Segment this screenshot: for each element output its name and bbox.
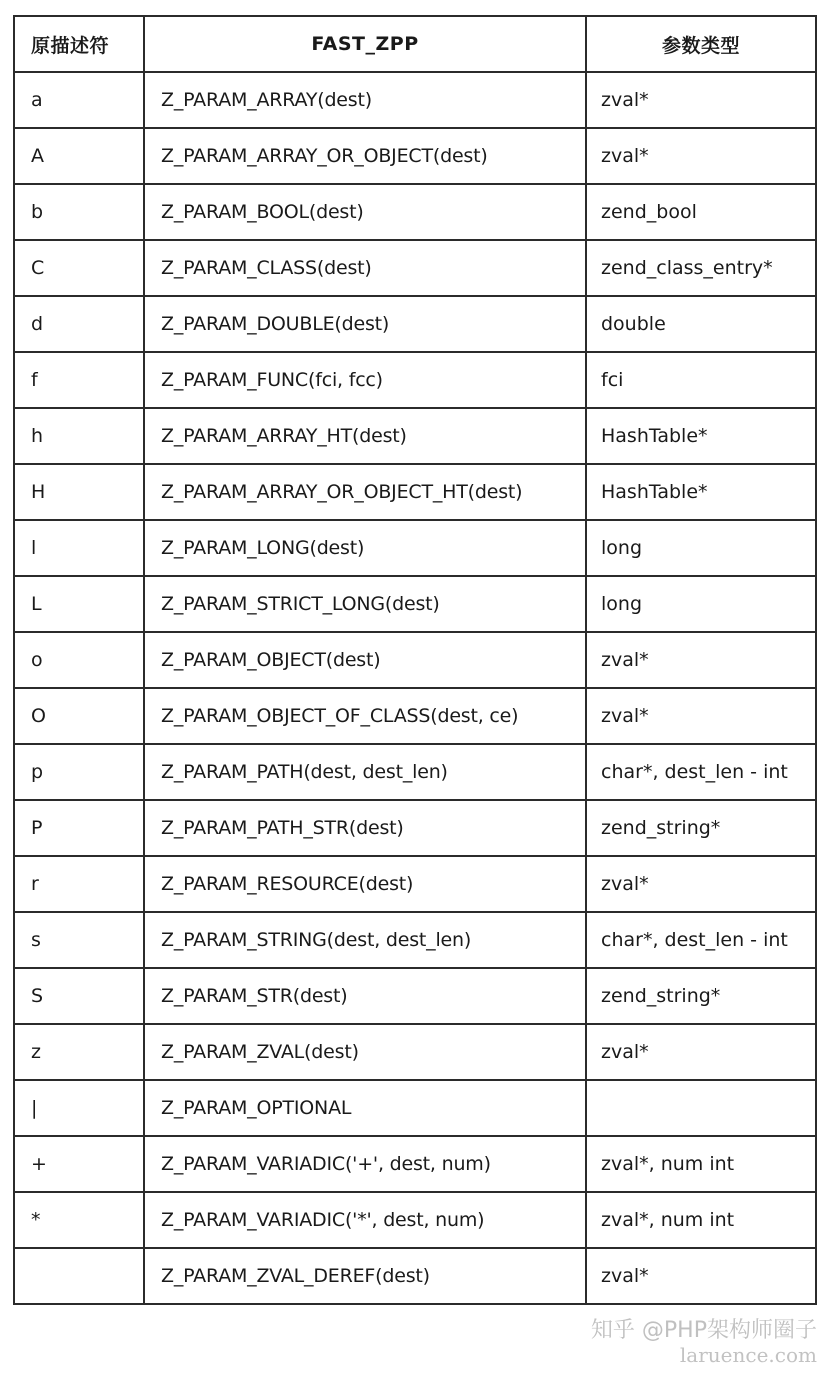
cell-macro: Z_PARAM_ARRAY_OR_OBJECT_HT(dest) — [144, 464, 586, 520]
cell-type: char*, dest_len - int — [586, 744, 816, 800]
cell-spec: d — [14, 296, 144, 352]
table-row — [14, 240, 816, 296]
cell-type: zval* — [586, 1248, 816, 1304]
cell-spec: C — [14, 240, 144, 296]
watermark — [591, 1318, 817, 1366]
table-header — [14, 16, 816, 72]
table-row — [14, 1136, 816, 1192]
cell-spec: h — [14, 408, 144, 464]
cell-spec: S — [14, 968, 144, 1024]
header-param-type: 参数类型 — [586, 16, 816, 72]
cell-type: zval*, num int — [586, 1136, 816, 1192]
table-row — [14, 520, 816, 576]
cell-macro: Z_PARAM_DOUBLE(dest) — [144, 296, 586, 352]
cell-spec: a — [14, 72, 144, 128]
table-row — [14, 184, 816, 240]
cell-macro: Z_PARAM_VARIADIC('+', dest, num) — [144, 1136, 586, 1192]
cell-spec — [14, 1248, 144, 1304]
table-row — [14, 912, 816, 968]
cell-macro: Z_PARAM_ZVAL(dest) — [144, 1024, 586, 1080]
table-row — [14, 464, 816, 520]
cell-type: zend_string* — [586, 968, 816, 1024]
cell-spec: p — [14, 744, 144, 800]
table-row — [14, 1080, 816, 1136]
table-row — [14, 1248, 816, 1304]
cell-type: fci — [586, 352, 816, 408]
cell-spec: z — [14, 1024, 144, 1080]
table-row — [14, 632, 816, 688]
table-row — [14, 1024, 816, 1080]
cell-type: zval* — [586, 632, 816, 688]
cell-macro: Z_PARAM_ARRAY(dest) — [144, 72, 586, 128]
table-row — [14, 296, 816, 352]
cell-spec: A — [14, 128, 144, 184]
watermark-zhihu: 知乎 @PHP架构师圈子 — [590, 1318, 817, 1343]
cell-type: double — [586, 296, 816, 352]
cell-macro: Z_PARAM_CLASS(dest) — [144, 240, 586, 296]
cell-macro: Z_PARAM_PATH(dest, dest_len) — [144, 744, 586, 800]
cell-macro: Z_PARAM_OPTIONAL — [144, 1080, 586, 1136]
cell-type: zend_class_entry* — [586, 240, 816, 296]
cell-macro: Z_PARAM_ARRAY_HT(dest) — [144, 408, 586, 464]
cell-spec: + — [14, 1136, 144, 1192]
zpp-mapping-table — [13, 15, 817, 1305]
table-row — [14, 1192, 816, 1248]
cell-spec: b — [14, 184, 144, 240]
table-row — [14, 688, 816, 744]
cell-macro: Z_PARAM_BOOL(dest) — [144, 184, 586, 240]
cell-spec: o — [14, 632, 144, 688]
cell-spec: f — [14, 352, 144, 408]
cell-type: zval* — [586, 688, 816, 744]
cell-type: long — [586, 576, 816, 632]
cell-spec: O — [14, 688, 144, 744]
cell-spec: r — [14, 856, 144, 912]
table-row — [14, 72, 816, 128]
cell-type: zval* — [586, 72, 816, 128]
table-row — [14, 128, 816, 184]
table-row — [14, 408, 816, 464]
cell-spec: s — [14, 912, 144, 968]
cell-macro: Z_PARAM_PATH_STR(dest) — [144, 800, 586, 856]
header-fast-zpp: FAST_ZPP — [144, 16, 586, 72]
cell-macro: Z_PARAM_STRING(dest, dest_len) — [144, 912, 586, 968]
cell-type: zend_string* — [586, 800, 816, 856]
cell-macro: Z_PARAM_VARIADIC('*', dest, num) — [144, 1192, 586, 1248]
table-row — [14, 744, 816, 800]
header-row — [14, 16, 816, 72]
cell-macro: Z_PARAM_ARRAY_OR_OBJECT(dest) — [144, 128, 586, 184]
table-row — [14, 968, 816, 1024]
cell-type: char*, dest_len - int — [586, 912, 816, 968]
cell-macro: Z_PARAM_OBJECT_OF_CLASS(dest, ce) — [144, 688, 586, 744]
table-row — [14, 856, 816, 912]
cell-macro: Z_PARAM_ZVAL_DEREF(dest) — [144, 1248, 586, 1304]
cell-type: zval* — [586, 128, 816, 184]
cell-type: zval* — [586, 1024, 816, 1080]
cell-macro: Z_PARAM_FUNC(fci, fcc) — [144, 352, 586, 408]
cell-macro: Z_PARAM_RESOURCE(dest) — [144, 856, 586, 912]
header-original-spec: 原描述符 — [14, 16, 144, 72]
cell-type: HashTable* — [586, 464, 816, 520]
cell-type: HashTable* — [586, 408, 816, 464]
cell-spec: L — [14, 576, 144, 632]
cell-macro: Z_PARAM_STR(dest) — [144, 968, 586, 1024]
table-row — [14, 352, 816, 408]
cell-type: zval* — [586, 856, 816, 912]
cell-type — [586, 1080, 816, 1136]
table-row — [14, 800, 816, 856]
cell-macro: Z_PARAM_STRICT_LONG(dest) — [144, 576, 586, 632]
cell-spec: P — [14, 800, 144, 856]
cell-type: zval*, num int — [586, 1192, 816, 1248]
cell-macro: Z_PARAM_OBJECT(dest) — [144, 632, 586, 688]
cell-macro: Z_PARAM_LONG(dest) — [144, 520, 586, 576]
cell-spec: l — [14, 520, 144, 576]
cell-spec: * — [14, 1192, 144, 1248]
cell-type: zend_bool — [586, 184, 816, 240]
cell-spec: H — [14, 464, 144, 520]
cell-spec: | — [14, 1080, 144, 1136]
table-row — [14, 576, 816, 632]
watermark-site: laruence.com — [679, 1343, 817, 1367]
cell-type: long — [586, 520, 816, 576]
table-body — [14, 72, 816, 1304]
